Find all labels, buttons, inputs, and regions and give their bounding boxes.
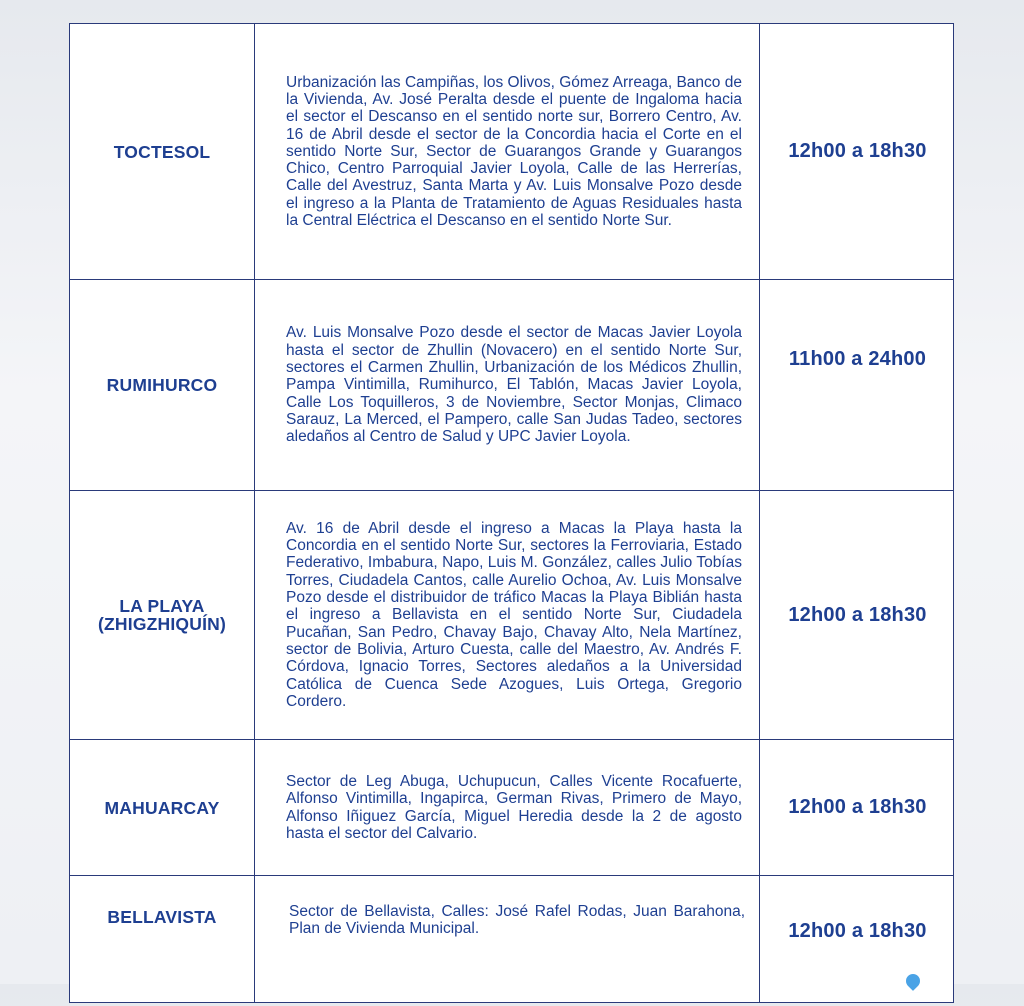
sector-name-line: (ZHIGZHIQUÍN) [98, 614, 226, 634]
schedule-time: 12h00 a 18h30 [788, 140, 927, 162]
sector-description: Av. 16 de Abril desde el ingreso a Macas la Playa hasta la Concordia en el sentido Norte Sur, sectores la Ferroviaria, Estado Federativo, Imbabura, Napo, Luis M. González, calles Julio Tobías Torres, Ciudadela Cantos, calle Aurelio Ochoa, Av. Luis Monsalve Pozo desde el distribuidor de tráfico Macas la Playa Biblián hasta el ingreso a Bellavista en el sentido Norte Sur, Ciudadela Pucañan, San Pedro, Chavay Bajo, Chavay Alto, Nela Martínez, sector de Bolivia, Arturo Cuesta, calle del Maestro, Av. Andrés F. Córdova, Ignacio Torres, Sectores aledaños a la Universidad Católica de Cuenca Sede Azogues, Luis Ortega, Gregorio Cordero. [286, 519, 742, 710]
sector-name-line: LA PLAYA [119, 596, 205, 616]
schedule-time: 11h00 a 24h00 [788, 348, 927, 370]
table-row [70, 280, 953, 491]
sector-name: MAHUARCAY [104, 797, 220, 818]
table-row [70, 24, 953, 280]
table-row [70, 740, 953, 876]
sector-name: BELLAVISTA [107, 907, 217, 927]
sector-name [70, 491, 254, 739]
sector-name: TOCTESOL [113, 141, 211, 162]
table-row [70, 876, 953, 1006]
schedule-time: 12h00 a 18h30 [788, 603, 927, 626]
table-row [70, 491, 953, 740]
sector-name: RUMIHURCO [106, 375, 218, 395]
schedule-time: 12h00 a 18h30 [788, 920, 927, 942]
sector-description: Sector de Bellavista, Calles: José Rafel Rodas, Juan Barahona, Plan de Vivienda Municipal. [289, 903, 745, 938]
sector-description: Urbanización las Campiñas, los Olivos, Gómez Arreaga, Banco de la Vivienda, Av. José Peralta desde el puente de Ingaloma hacia el sector el Descanso en el sentido norte sur, Borrero Centro, Av. 16 de Abril desde el sector de la Concordia hacia el Corte en el sentido Norte Sur, Sector de Guarangos Grande y Guarangos Chico, Centro Parroquial Javier Loyola, Calle de las Herrerías, Calle del Avestruz, Santa Marta y Av. Luis Monsalve Pozo desde el ingreso a la Planta de Tratamiento de Aguas Residuales hasta la Central Eléctrica el Descanso en el sentido Norte Sur. [286, 73, 742, 230]
sector-description: Av. Luis Monsalve Pozo desde el sector de Macas Javier Loyola hasta el sector de Zhullin (Novacero) en el sentido Norte Sur, sectores el Carmen Zhullin, Urbanización de los Médicos Zhullin, Pampa Vintimilla, Rumihurco, El Tablón, Macas Javier Loyola, Calle Los Toquilleros, 3 de Noviembre, Sector Monjas, Climaco Sarauz, La Merced, el Pampero, calle San Judas Tadeo, sectores aledaños al Centro de Salud y UPC Javier Loyola. [286, 324, 742, 446]
schedule-time: 12h00 a 18h30 [788, 796, 927, 818]
schedule-table [69, 23, 954, 1003]
sector-description: Sector de Leg Abuga, Uchupucun, Calles Vicente Rocafuerte, Alfonso Vintimilla, Ingapirca, German Rivas, Primero de Mayo, Alfonso Iñiguez García, Miguel Heredia desde la 2 de agosto hasta el sector del Calvario. [286, 772, 742, 842]
